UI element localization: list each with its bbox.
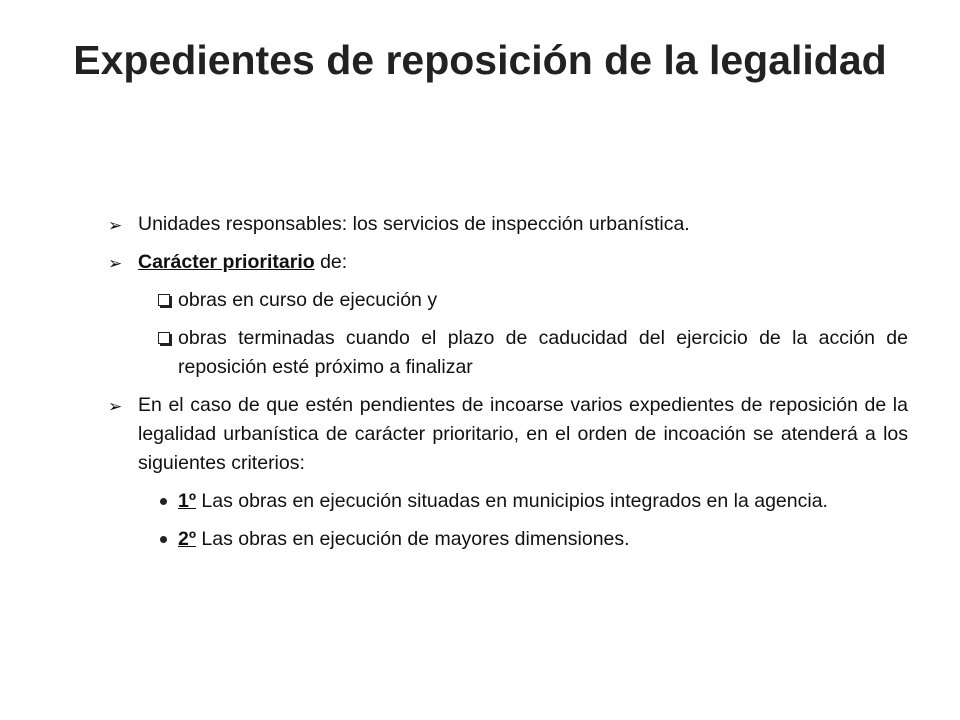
bullet-text: En el caso de que estén pendientes de incoarse varios expedientes de reposición de la legalidad urbanística de carácter prioritario, en el orden de incoación se atenderá a los siguientes criterios: [138, 394, 908, 474]
criterion-ordinal: 2º [178, 528, 196, 550]
bullet-unidades [108, 210, 908, 239]
dot-bullet-icon [160, 498, 167, 505]
bullet-text: de: [314, 251, 348, 273]
arrow-bullet-icon: ➢ [108, 216, 123, 235]
bullet-emphasis: Carácter prioritario [138, 251, 315, 273]
bullet-criterios [108, 391, 908, 478]
criterion-text: Las obras en ejecución situadas en municipios integrados en la agencia. [195, 490, 828, 512]
dot-bullet-icon [160, 536, 167, 543]
criterion-2 [158, 525, 908, 554]
sub-bullet-text: obras terminadas cuando el plazo de caducidad del ejercicio de la acción de reposición esté próximo a finalizar [178, 327, 908, 378]
sub-bullet-obras-terminadas [158, 324, 908, 382]
slide-title: Expedientes de reposición de la legalidad [73, 37, 887, 83]
criterion-1 [158, 487, 908, 516]
checkbox-bullet-icon [158, 294, 170, 306]
checkbox-bullet-icon [158, 332, 170, 344]
criterion-ordinal: 1º [178, 490, 196, 512]
bullet-caracter [108, 248, 908, 277]
arrow-bullet-icon: ➢ [108, 397, 123, 416]
sub-bullet-obras-curso [158, 286, 908, 315]
sub-bullet-text: obras en curso de ejecución y [178, 289, 438, 311]
bullet-text: Unidades responsables: los servicios de inspección urbanística. [138, 213, 690, 235]
slide-content [108, 210, 908, 563]
criterion-text: Las obras en ejecución de mayores dimensiones. [195, 528, 630, 550]
arrow-bullet-icon: ➢ [108, 254, 123, 273]
